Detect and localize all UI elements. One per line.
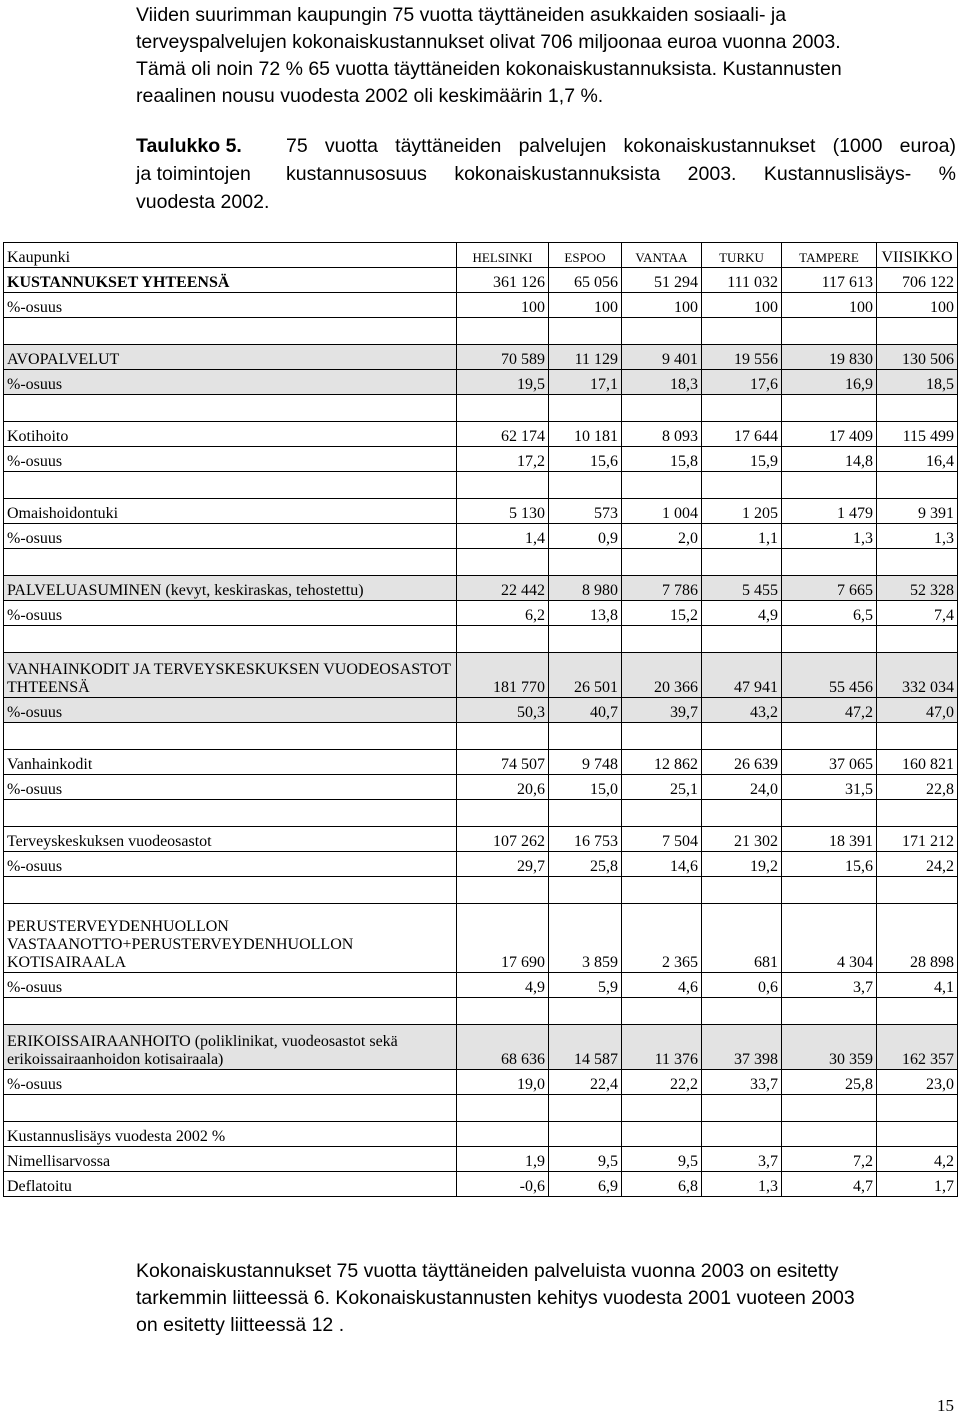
- empty-cell: [782, 800, 877, 827]
- value-cell: 8 093: [622, 422, 702, 447]
- empty-cell: [782, 318, 877, 345]
- empty-cell: [877, 626, 958, 653]
- value-cell: 1 205: [702, 499, 782, 524]
- table-row: [4, 1147, 958, 1172]
- value-cell: 171 212: [877, 827, 958, 852]
- value-cell: 22,2: [622, 1070, 702, 1095]
- value-cell: 706 122: [877, 268, 958, 293]
- value-cell: [622, 1122, 702, 1147]
- spacer-row: [4, 998, 958, 1025]
- empty-cell: [4, 318, 457, 345]
- spacer-row: [4, 549, 958, 576]
- value-cell: 25,1: [622, 775, 702, 800]
- row-label: %-osuus: [4, 973, 457, 998]
- value-cell: 62 174: [457, 422, 549, 447]
- caption-label: Taulukko 5.: [136, 135, 242, 157]
- empty-cell: [4, 800, 457, 827]
- spacer-row: [4, 800, 958, 827]
- value-cell: [782, 1122, 877, 1147]
- value-cell: [457, 1122, 549, 1147]
- table-row: [4, 1172, 958, 1197]
- value-cell: 29,7: [457, 852, 549, 877]
- value-cell: 17,1: [549, 370, 622, 395]
- row-label: %-osuus: [4, 1070, 457, 1095]
- spacer-row: [4, 723, 958, 750]
- empty-cell: [622, 626, 702, 653]
- footer-line: tarkemmin liitteessä 6. Kokonaiskustannusten kehitys vuodesta 2001 vuoteen 2003: [136, 1287, 855, 1309]
- empty-cell: [877, 998, 958, 1025]
- header-cell: TAMPERE: [782, 243, 877, 268]
- value-cell: 19,5: [457, 370, 549, 395]
- empty-cell: [702, 877, 782, 904]
- empty-cell: [457, 723, 549, 750]
- table-row: [4, 422, 958, 447]
- empty-cell: [549, 800, 622, 827]
- empty-cell: [877, 877, 958, 904]
- table-row: [4, 345, 958, 370]
- value-cell: [702, 1122, 782, 1147]
- value-cell: 9,5: [549, 1147, 622, 1172]
- value-cell: 17 644: [702, 422, 782, 447]
- empty-cell: [4, 998, 457, 1025]
- value-cell: 33,7: [702, 1070, 782, 1095]
- value-cell: 0,9: [549, 524, 622, 549]
- value-cell: 100: [622, 293, 702, 318]
- value-cell: 18 391: [782, 827, 877, 852]
- row-label: Vanhainkodit: [4, 750, 457, 775]
- empty-cell: [782, 1095, 877, 1122]
- empty-cell: [457, 395, 549, 422]
- value-cell: 100: [877, 293, 958, 318]
- spacer-row: [4, 472, 958, 499]
- empty-cell: [622, 877, 702, 904]
- value-cell: -0,6: [457, 1172, 549, 1197]
- value-cell: 20,6: [457, 775, 549, 800]
- page-number: 15: [937, 1396, 954, 1415]
- value-cell: 18,5: [877, 370, 958, 395]
- header-cell: Kaupunki: [4, 243, 457, 268]
- value-cell: 1 004: [622, 499, 702, 524]
- value-cell: 4,9: [702, 601, 782, 626]
- empty-cell: [4, 723, 457, 750]
- value-cell: 5 130: [457, 499, 549, 524]
- empty-cell: [4, 472, 457, 499]
- value-cell: 23,0: [877, 1070, 958, 1095]
- value-cell: 70 589: [457, 345, 549, 370]
- empty-cell: [549, 998, 622, 1025]
- empty-cell: [877, 318, 958, 345]
- value-cell: 1,1: [702, 524, 782, 549]
- value-cell: 9 391: [877, 499, 958, 524]
- empty-cell: [702, 472, 782, 499]
- value-cell: 24,2: [877, 852, 958, 877]
- value-cell: 0,6: [702, 973, 782, 998]
- row-label: %-osuus: [4, 601, 457, 626]
- row-label: Nimellisarvossa: [4, 1147, 457, 1172]
- empty-cell: [622, 395, 702, 422]
- empty-cell: [549, 549, 622, 576]
- table-row: [4, 827, 958, 852]
- row-label: PERUSTERVEYDENHUOLLON VASTAANOTTO+PERUSTERVEYDENHUOLLON KOTISAIRAALA: [4, 904, 457, 973]
- value-cell: 332 034: [877, 653, 958, 698]
- value-cell: 17 409: [782, 422, 877, 447]
- empty-cell: [877, 549, 958, 576]
- value-cell: 15,6: [549, 447, 622, 472]
- value-cell: 14 587: [549, 1025, 622, 1070]
- empty-cell: [702, 1095, 782, 1122]
- row-label: %-osuus: [4, 852, 457, 877]
- value-cell: 68 636: [457, 1025, 549, 1070]
- value-cell: 16 753: [549, 827, 622, 852]
- value-cell: 4,7: [782, 1172, 877, 1197]
- table-row: [4, 268, 958, 293]
- intro-line: Tämä oli noin 72 % 65 vuotta täyttäneiden kokonaiskustannuksista. Kustannusten: [136, 58, 842, 80]
- empty-cell: [457, 318, 549, 345]
- value-cell: 12 862: [622, 750, 702, 775]
- table-row: [4, 576, 958, 601]
- caption-line-3: vuodesta 2002.: [136, 191, 270, 213]
- value-cell: 6,9: [549, 1172, 622, 1197]
- row-label: %-osuus: [4, 698, 457, 723]
- value-cell: 16,4: [877, 447, 958, 472]
- value-cell: 9,5: [622, 1147, 702, 1172]
- value-cell: 1 479: [782, 499, 877, 524]
- empty-cell: [702, 998, 782, 1025]
- empty-cell: [457, 1095, 549, 1122]
- value-cell: 17 690: [457, 904, 549, 973]
- row-label: ERIKOISSAIRAANHOITO (poliklinikat, vuodeosastot sekä erikoissairaanhoidon kotisairaala): [4, 1025, 457, 1070]
- value-cell: 37 065: [782, 750, 877, 775]
- empty-cell: [457, 998, 549, 1025]
- value-cell: 100: [549, 293, 622, 318]
- empty-cell: [702, 549, 782, 576]
- table-row: [4, 750, 958, 775]
- value-cell: 14,6: [622, 852, 702, 877]
- empty-cell: [702, 395, 782, 422]
- value-cell: 11 129: [549, 345, 622, 370]
- value-cell: 37 398: [702, 1025, 782, 1070]
- value-cell: 7 504: [622, 827, 702, 852]
- empty-cell: [622, 1095, 702, 1122]
- value-cell: 5,9: [549, 973, 622, 998]
- value-cell: 19 556: [702, 345, 782, 370]
- value-cell: 9 401: [622, 345, 702, 370]
- value-cell: 25,8: [782, 1070, 877, 1095]
- value-cell: 1,3: [877, 524, 958, 549]
- empty-cell: [877, 472, 958, 499]
- value-cell: 3,7: [782, 973, 877, 998]
- value-cell: 7,4: [877, 601, 958, 626]
- row-label: AVOPALVELUT: [4, 345, 457, 370]
- empty-cell: [877, 723, 958, 750]
- intro-line: Viiden suurimman kaupungin 75 vuotta täyttäneiden asukkaiden sosiaali- ja: [136, 4, 787, 26]
- value-cell: 17,2: [457, 447, 549, 472]
- value-cell: 20 366: [622, 653, 702, 698]
- empty-cell: [4, 549, 457, 576]
- value-cell: 40,7: [549, 698, 622, 723]
- value-cell: 1,4: [457, 524, 549, 549]
- value-cell: 14,8: [782, 447, 877, 472]
- spacer-row: [4, 1095, 958, 1122]
- footer-line: on esitetty liitteessä 12 .: [136, 1314, 345, 1336]
- value-cell: 25,8: [549, 852, 622, 877]
- row-label: KUSTANNUKSET YHTEENSÄ: [4, 268, 457, 293]
- table-row: [4, 601, 958, 626]
- value-cell: 16,9: [782, 370, 877, 395]
- value-cell: 4,9: [457, 973, 549, 998]
- empty-cell: [877, 395, 958, 422]
- caption-line-2-left: ja toimintojen: [136, 163, 251, 185]
- empty-cell: [622, 800, 702, 827]
- caption-line-2-right: kustannusosuus kokonaiskustannuksista 2003. Kustannuslisäys- %: [286, 163, 956, 185]
- header-cell: HELSINKI: [457, 243, 549, 268]
- empty-cell: [549, 723, 622, 750]
- empty-cell: [877, 800, 958, 827]
- footer-line: Kokonaiskustannukset 75 vuotta täyttäneiden palveluista vuonna 2003 on esitetty: [136, 1260, 839, 1282]
- row-label: Omaishoidontuki: [4, 499, 457, 524]
- value-cell: 26 639: [702, 750, 782, 775]
- value-cell: 3,7: [702, 1147, 782, 1172]
- empty-cell: [549, 1095, 622, 1122]
- value-cell: 47,2: [782, 698, 877, 723]
- empty-cell: [782, 549, 877, 576]
- value-cell: 43,2: [702, 698, 782, 723]
- value-cell: 4 304: [782, 904, 877, 973]
- value-cell: 52 328: [877, 576, 958, 601]
- empty-cell: [702, 800, 782, 827]
- value-cell: 111 032: [702, 268, 782, 293]
- row-label: Kustannuslisäys vuodesta 2002 %: [4, 1122, 457, 1147]
- empty-cell: [4, 395, 457, 422]
- table-row: [4, 775, 958, 800]
- value-cell: 30 359: [782, 1025, 877, 1070]
- header-cell: VANTAA: [622, 243, 702, 268]
- value-cell: 2,0: [622, 524, 702, 549]
- value-cell: 19,0: [457, 1070, 549, 1095]
- value-cell: 4,2: [877, 1147, 958, 1172]
- value-cell: 31,5: [782, 775, 877, 800]
- value-cell: 6,5: [782, 601, 877, 626]
- table-row: [4, 904, 958, 973]
- empty-cell: [622, 549, 702, 576]
- value-cell: [549, 1122, 622, 1147]
- empty-cell: [782, 626, 877, 653]
- value-cell: 181 770: [457, 653, 549, 698]
- empty-cell: [877, 1095, 958, 1122]
- intro-paragraph: [136, 2, 956, 110]
- value-cell: 15,0: [549, 775, 622, 800]
- row-label: %-osuus: [4, 370, 457, 395]
- table-row: [4, 1070, 958, 1095]
- value-cell: 11 376: [622, 1025, 702, 1070]
- table-row: [4, 370, 958, 395]
- empty-cell: [782, 472, 877, 499]
- value-cell: 1,3: [702, 1172, 782, 1197]
- value-cell: 7 786: [622, 576, 702, 601]
- value-cell: 2 365: [622, 904, 702, 973]
- value-cell: [877, 1122, 958, 1147]
- header-cell: ESPOO: [549, 243, 622, 268]
- empty-cell: [782, 877, 877, 904]
- row-label: %-osuus: [4, 447, 457, 472]
- value-cell: 15,6: [782, 852, 877, 877]
- empty-cell: [702, 626, 782, 653]
- value-cell: 21 302: [702, 827, 782, 852]
- value-cell: 15,8: [622, 447, 702, 472]
- value-cell: 4,6: [622, 973, 702, 998]
- empty-cell: [4, 1095, 457, 1122]
- spacer-row: [4, 318, 958, 345]
- table-row: [4, 852, 958, 877]
- value-cell: 361 126: [457, 268, 549, 293]
- value-cell: 51 294: [622, 268, 702, 293]
- empty-cell: [702, 723, 782, 750]
- table-row: [4, 293, 958, 318]
- value-cell: 1,3: [782, 524, 877, 549]
- empty-cell: [782, 395, 877, 422]
- empty-cell: [549, 626, 622, 653]
- empty-cell: [622, 318, 702, 345]
- empty-cell: [4, 877, 457, 904]
- spacer-row: [4, 395, 958, 422]
- empty-cell: [549, 395, 622, 422]
- empty-cell: [622, 998, 702, 1025]
- empty-cell: [622, 723, 702, 750]
- header-cell: TURKU: [702, 243, 782, 268]
- value-cell: 1,7: [877, 1172, 958, 1197]
- cost-table: [3, 242, 958, 1197]
- value-cell: 5 455: [702, 576, 782, 601]
- value-cell: 1,9: [457, 1147, 549, 1172]
- table-caption: [136, 132, 956, 216]
- value-cell: 100: [702, 293, 782, 318]
- value-cell: 50,3: [457, 698, 549, 723]
- empty-cell: [457, 626, 549, 653]
- value-cell: 4,1: [877, 973, 958, 998]
- table-row: [4, 1122, 958, 1147]
- table-row: [4, 499, 958, 524]
- value-cell: 6,8: [622, 1172, 702, 1197]
- value-cell: 55 456: [782, 653, 877, 698]
- value-cell: 160 821: [877, 750, 958, 775]
- table-row: [4, 524, 958, 549]
- table-row: [4, 973, 958, 998]
- value-cell: 13,8: [549, 601, 622, 626]
- value-cell: 573: [549, 499, 622, 524]
- value-cell: 47,0: [877, 698, 958, 723]
- header-cell: VIISIKKO: [877, 243, 958, 268]
- value-cell: 22 442: [457, 576, 549, 601]
- caption-label-wrap: [136, 132, 286, 160]
- value-cell: 19,2: [702, 852, 782, 877]
- empty-cell: [457, 800, 549, 827]
- value-cell: 28 898: [877, 904, 958, 973]
- value-cell: 24,0: [702, 775, 782, 800]
- value-cell: 22,4: [549, 1070, 622, 1095]
- row-label: PALVELUASUMINEN (kevyt, keskiraskas, tehostettu): [4, 576, 457, 601]
- value-cell: 100: [782, 293, 877, 318]
- value-cell: 6,2: [457, 601, 549, 626]
- row-label: Deflatoitu: [4, 1172, 457, 1197]
- value-cell: 7 665: [782, 576, 877, 601]
- value-cell: 10 181: [549, 422, 622, 447]
- value-cell: 26 501: [549, 653, 622, 698]
- value-cell: 7,2: [782, 1147, 877, 1172]
- empty-cell: [549, 877, 622, 904]
- value-cell: 117 613: [782, 268, 877, 293]
- value-cell: 162 357: [877, 1025, 958, 1070]
- value-cell: 47 941: [702, 653, 782, 698]
- caption-line-1: 75 vuotta täyttäneiden palvelujen kokonaiskustannukset (1000 euroa): [286, 135, 956, 157]
- value-cell: 18,3: [622, 370, 702, 395]
- row-label: %-osuus: [4, 293, 457, 318]
- table-body: [4, 243, 958, 1197]
- table-row: [4, 698, 958, 723]
- empty-cell: [622, 472, 702, 499]
- value-cell: 681: [702, 904, 782, 973]
- value-cell: 15,2: [622, 601, 702, 626]
- value-cell: 9 748: [549, 750, 622, 775]
- value-cell: 15,9: [702, 447, 782, 472]
- table-row: [4, 447, 958, 472]
- empty-cell: [782, 723, 877, 750]
- spacer-row: [4, 877, 958, 904]
- empty-cell: [549, 318, 622, 345]
- value-cell: 3 859: [549, 904, 622, 973]
- row-label: VANHAINKODIT JA TERVEYSKESKUKSEN VUODEOSASTOT THTEENSÄ: [4, 653, 457, 698]
- row-label: %-osuus: [4, 524, 457, 549]
- empty-cell: [457, 472, 549, 499]
- value-cell: 22,8: [877, 775, 958, 800]
- value-cell: 115 499: [877, 422, 958, 447]
- value-cell: 39,7: [622, 698, 702, 723]
- value-cell: 100: [457, 293, 549, 318]
- value-cell: 130 506: [877, 345, 958, 370]
- footer-paragraph: [136, 1258, 956, 1339]
- empty-cell: [457, 549, 549, 576]
- value-cell: 17,6: [702, 370, 782, 395]
- value-cell: 65 056: [549, 268, 622, 293]
- table-row: [4, 653, 958, 698]
- spacer-row: [4, 626, 958, 653]
- table-row: [4, 1025, 958, 1070]
- value-cell: 19 830: [782, 345, 877, 370]
- value-cell: 74 507: [457, 750, 549, 775]
- empty-cell: [702, 318, 782, 345]
- row-label: Terveyskeskuksen vuodeosastot: [4, 827, 457, 852]
- row-label: Kotihoito: [4, 422, 457, 447]
- value-cell: 107 262: [457, 827, 549, 852]
- empty-cell: [549, 472, 622, 499]
- value-cell: 8 980: [549, 576, 622, 601]
- table-header-row: [4, 243, 958, 268]
- empty-cell: [782, 998, 877, 1025]
- row-label: %-osuus: [4, 775, 457, 800]
- empty-cell: [4, 626, 457, 653]
- empty-cell: [457, 877, 549, 904]
- intro-line: reaalinen nousu vuodesta 2002 oli keskimäärin 1,7 %.: [136, 85, 604, 107]
- intro-line: terveyspalvelujen kokonaiskustannukset olivat 706 miljoonaa euroa vuonna 2003.: [136, 31, 841, 53]
